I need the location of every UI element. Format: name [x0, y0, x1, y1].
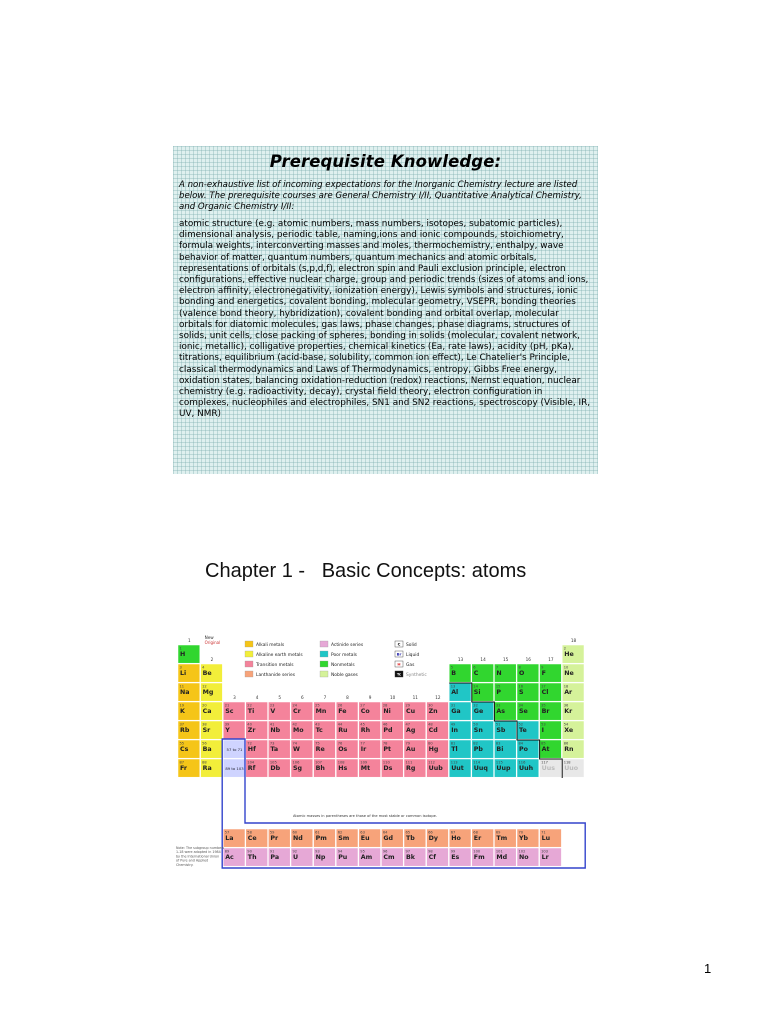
element-symbol: Uut: [451, 765, 464, 772]
state-mark: Br: [396, 651, 402, 657]
element-symbol: Pr: [270, 835, 279, 842]
element-number: 73: [269, 741, 275, 746]
element-symbol: Bk: [406, 854, 415, 861]
side-footnote-line: Chemistry.: [176, 862, 194, 867]
element-symbol: Se: [519, 708, 528, 715]
element-number: 106: [292, 760, 300, 765]
page-number: 1: [704, 961, 712, 976]
element-number: 26: [337, 703, 343, 708]
element-symbol: Ru: [338, 727, 348, 734]
legend-label: Noble gases: [331, 673, 358, 678]
group-number: 7: [323, 695, 327, 700]
element-symbol: At: [541, 746, 550, 753]
element-number: 76: [337, 741, 343, 746]
lanthanide-range: 57 to 71: [226, 747, 243, 752]
periodic-table-image: [173, 633, 599, 885]
element-number: 7: [495, 665, 499, 670]
element-number: 4: [202, 665, 205, 670]
element-symbol: Ir: [360, 746, 367, 753]
element-symbol: Es: [451, 854, 460, 861]
element-symbol: Mg: [202, 689, 214, 696]
element-number: 72: [247, 741, 252, 746]
element-number: 23: [269, 703, 275, 708]
element-number: 117: [541, 760, 548, 765]
element-number: 17: [541, 684, 546, 689]
legend-swatch: [245, 641, 253, 647]
element-symbol: Nd: [293, 835, 303, 842]
side-footnote: [176, 846, 225, 867]
element-number: 80: [428, 741, 433, 746]
element-symbol: Lr: [541, 854, 549, 861]
element-symbol: Be: [202, 670, 212, 677]
element-symbol: Tm: [496, 835, 508, 842]
state-label: Liquid: [406, 653, 420, 658]
group-label-new: New: [204, 635, 214, 640]
element-number: 1: [179, 646, 182, 651]
element-symbol: Ds: [383, 765, 393, 772]
element-symbol: Er: [473, 835, 482, 842]
element-number: 27: [360, 703, 365, 708]
element-number: 114: [473, 760, 481, 765]
element-number: 50: [473, 722, 478, 727]
element-symbol: S: [519, 689, 524, 696]
side-footnote-line: of Pure and Applied: [176, 858, 209, 863]
element-number: 21: [224, 703, 230, 708]
element-number: 19: [179, 703, 185, 708]
group-number: 13: [457, 657, 464, 662]
legend-swatch: [320, 671, 328, 677]
element-symbol: P: [496, 689, 502, 696]
atomic-mass-footnote: Atomic masses in parentheses are those of the most stable or common isotope.: [293, 814, 437, 818]
actinide-range: 89 to 103: [225, 766, 244, 771]
element-number: 79: [405, 741, 411, 746]
element-symbol: F: [541, 670, 546, 677]
element-number: 65: [405, 830, 411, 835]
legend-swatch: [245, 661, 253, 667]
element-number: 28: [382, 703, 388, 708]
element-symbol: Co: [360, 708, 370, 715]
element-number: 96: [382, 849, 388, 854]
element-number: 36: [563, 703, 569, 708]
element-number: 67: [450, 830, 456, 835]
element-number: 49: [450, 722, 456, 727]
group-number: 18: [570, 638, 577, 643]
group-number: 5: [278, 695, 282, 700]
state-mark: C: [397, 641, 401, 647]
element-symbol: Cd: [428, 727, 438, 734]
legend-label: Alkaline earth metals: [256, 653, 303, 658]
element-number: 100: [473, 849, 481, 854]
element-number: 60: [292, 830, 298, 835]
element-number: 24: [292, 703, 298, 708]
element-number: 48: [428, 722, 433, 727]
legend-label: Poor metals: [331, 653, 357, 658]
element-symbol: Os: [338, 746, 348, 753]
element-number: 98: [428, 849, 433, 854]
prerequisite-topics: atomic structure (e.g. atomic numbers, mass numbers, isotopes, subatomic particles), dimensional analysis, periodic table, naming,ions and ionic compounds, stoichiometry, formula weights, interconverting masses and moles, thermochemistry, enthalpy, wave behavior of matter, quantum numbers, quantum mechanics and atomic orbitals, representations of orbitals (s,p,d,f), electron spin and Pauli exclusion principle, electron configurations, effective nuclear charge, group and periodic trends (sizes of atoms and ions, electron affinity, electronegativity, ionization energy), Lewis symbols and structures, ionic bonding and energetics, covalent bonding, molecular geometry, VSEPR, bonding theories (valence bond theory, hybridization), covalent bonding and orbital overlap, molecular orbitals for diatomic molecules, gas laws, phase changes, phase diagrams, structures of solids, unit cells, close packing of spheres, bonding in solids (molecular, covalent network, ionic, metallic), colligative properties, chemical kinetics (Ea, rate laws), acidity (pH, pKa), titrations, equilibrium (acid-base, solubility, common ion effect), Le Chatelier's Principle, classical thermodynamics and Laws of Thermodynamics, entropy, Gibbs Free energy, oxidation states, balancing oxidation-reduction (redox) reactions, Nernst equation, nuclear chemistry (e.g. radioactivity, decay), crystal field theory, electron configuration in complexes, nucleophiles and electrophiles, SN1 and SN2 reactions, spectroscopy (Visible, IR, UV, NMR): [179, 219, 591, 420]
element-symbol: Sm: [338, 835, 350, 842]
element-symbol: O: [519, 670, 525, 677]
element-number: 53: [541, 722, 546, 727]
element-symbol: Tb: [406, 835, 415, 842]
element-symbol: Cf: [428, 854, 436, 861]
element-symbol: Pa: [270, 854, 280, 861]
element-symbol: Tc: [315, 727, 323, 734]
element-symbol: Xe: [564, 727, 574, 734]
element-symbol: Md: [496, 854, 508, 861]
group-number: 12: [435, 695, 441, 700]
element-number: 87: [179, 760, 185, 765]
element-number: 57: [224, 830, 230, 835]
element-number: 40: [247, 722, 252, 727]
element-number: 104: [247, 760, 255, 765]
element-number: 5: [450, 665, 453, 670]
legend-label: Alkali metals: [256, 643, 285, 648]
element-number: 83: [495, 741, 501, 746]
element-number: 71: [541, 830, 546, 835]
element-number: 3: [179, 665, 182, 670]
element-number: 13: [450, 684, 456, 689]
element-symbol: Rb: [180, 727, 190, 734]
element-number: 47: [405, 722, 411, 727]
element-number: 30: [428, 703, 433, 708]
element-symbol: Al: [451, 689, 459, 696]
element-number: 62: [337, 830, 343, 835]
element-number: 99: [450, 849, 456, 854]
element-symbol: Ge: [473, 708, 484, 715]
element-number: 68: [473, 830, 478, 835]
element-symbol: Rh: [360, 727, 371, 734]
element-number: 34: [518, 703, 524, 708]
group-number: 8: [346, 695, 349, 700]
element-number: 6: [473, 665, 476, 670]
element-symbol: Ra: [202, 765, 212, 772]
element-number: 45: [360, 722, 365, 727]
element-number: 94: [337, 849, 343, 854]
element-number: 101: [495, 849, 503, 854]
element-symbol: Cl: [541, 689, 549, 696]
element-symbol: N: [496, 670, 502, 677]
element-number: 42: [292, 722, 298, 727]
group-number: 9: [368, 695, 372, 700]
element-symbol: Ta: [270, 746, 279, 753]
element-number: 22: [247, 703, 252, 708]
element-number: 11: [179, 684, 185, 689]
element-number: 39: [224, 722, 230, 727]
group-number: 4: [255, 695, 259, 700]
element-symbol: Hs: [338, 765, 348, 772]
element-symbol: Uuq: [473, 765, 488, 772]
element-symbol: Ce: [247, 835, 257, 842]
element-number: 86: [563, 741, 569, 746]
legend-swatch: [320, 661, 328, 667]
element-number: 103: [541, 849, 548, 854]
group-number: 11: [412, 695, 418, 700]
element-symbol: Cm: [383, 854, 395, 861]
element-number: 108: [337, 760, 345, 765]
element-symbol: Nb: [270, 727, 281, 734]
element-symbol: In: [451, 727, 459, 734]
element-symbol: Sg: [293, 765, 303, 772]
element-number: 116: [518, 760, 526, 765]
element-number: 89: [224, 849, 230, 854]
element-number: 64: [382, 830, 388, 835]
element-number: 9: [541, 665, 544, 670]
state-label: Gas: [406, 663, 415, 668]
element-number: 91: [269, 849, 275, 854]
element-number: 12: [202, 684, 207, 689]
element-symbol: Re: [315, 746, 325, 753]
element-number: 105: [269, 760, 277, 765]
element-symbol: Ba: [202, 746, 212, 753]
element-symbol: Tl: [451, 746, 458, 753]
legend-swatch: [320, 641, 328, 647]
element-symbol: Ac: [225, 854, 234, 861]
element-symbol: Fm: [473, 854, 485, 861]
group-number: 16: [525, 657, 531, 662]
element-number: 111: [405, 760, 413, 765]
group-label-original: Original: [204, 640, 221, 645]
element-symbol: Sc: [225, 708, 234, 715]
element-number: 51: [495, 722, 501, 727]
element-symbol: Hg: [428, 746, 439, 753]
legend-label: Nonmetals: [331, 663, 355, 668]
element-number: 37: [179, 722, 185, 727]
prerequisite-intro: A non-exhaustive list of incoming expectations for the Inorganic Chemistry lecture are listed below. The prerequisite courses are General Chemistry I/II, Quantitative Analytical Chemistry, and Organic Chemistry I/II:: [179, 180, 582, 212]
element-symbol: Uuo: [564, 765, 579, 772]
element-symbol: Pd: [383, 727, 393, 734]
element-symbol: I: [541, 727, 544, 734]
element-symbol: Am: [360, 854, 373, 861]
group-number: 1: [187, 638, 191, 643]
element-symbol: Eu: [360, 835, 370, 842]
legend-swatch: [320, 651, 328, 657]
element-symbol: H: [180, 651, 186, 658]
element-symbol: Y: [225, 727, 230, 734]
state-label: Solid: [406, 643, 417, 648]
element-symbol: U: [293, 854, 299, 861]
element-symbol: Ne: [564, 670, 574, 677]
element-number: 92: [292, 849, 298, 854]
element-number: 46: [382, 722, 388, 727]
element-number: 70: [518, 830, 524, 835]
element-number: 20: [202, 703, 207, 708]
element-number: 15: [495, 684, 501, 689]
element-symbol: Uup: [496, 765, 511, 772]
legend-swatch: [245, 651, 253, 657]
element-number: 63: [360, 830, 365, 835]
element-number: 97: [405, 849, 411, 854]
periodic-table-svg: [173, 633, 599, 885]
element-symbol: Ga: [451, 708, 461, 715]
element-symbol: Sn: [473, 727, 483, 734]
element-symbol: Cu: [406, 708, 416, 715]
element-symbol: Rg: [406, 765, 416, 772]
element-symbol: Mo: [293, 727, 304, 734]
element-symbol: Rf: [247, 765, 256, 772]
state-mark: H: [397, 661, 401, 667]
element-symbol: Uuh: [519, 765, 534, 772]
element-symbol: Sb: [496, 727, 506, 734]
element-symbol: Na: [180, 689, 190, 696]
legend-swatch: [245, 671, 253, 677]
element-number: 31: [450, 703, 456, 708]
element-symbol: Cr: [293, 708, 301, 715]
element-number: 107: [315, 760, 322, 765]
element-number: 25: [315, 703, 320, 708]
element-number: 93: [315, 849, 320, 854]
element-symbol: Au: [406, 746, 416, 753]
element-number: 110: [382, 760, 390, 765]
element-symbol: K: [180, 708, 185, 715]
element-number: 69: [495, 830, 501, 835]
element-symbol: As: [496, 708, 506, 715]
element-symbol: Hf: [247, 746, 256, 753]
element-number: 113: [450, 760, 458, 765]
element-number: 77: [360, 741, 365, 746]
element-symbol: Zr: [247, 727, 256, 734]
legend-label: Transition metals: [256, 663, 294, 668]
element-number: 109: [360, 760, 368, 765]
element-symbol: Kr: [564, 708, 573, 715]
element-symbol: Mt: [360, 765, 371, 772]
element-symbol: Ca: [202, 708, 212, 715]
element-number: 16: [518, 684, 524, 689]
element-number: 112: [428, 760, 435, 765]
element-symbol: W: [293, 746, 300, 753]
state-mark: Tc: [396, 671, 402, 677]
element-symbol: No: [519, 854, 529, 861]
element-number: 54: [563, 722, 569, 727]
element-number: 38: [202, 722, 207, 727]
element-number: 88: [202, 760, 207, 765]
element-number: 84: [518, 741, 524, 746]
group-number: 6: [300, 695, 304, 700]
element-symbol: Ho: [451, 835, 461, 842]
element-symbol: Ag: [406, 727, 416, 734]
element-number: 56: [202, 741, 207, 746]
element-symbol: Zn: [428, 708, 438, 715]
element-symbol: Pb: [473, 746, 483, 753]
element-number: 8: [518, 665, 521, 670]
element-symbol: Th: [247, 854, 257, 861]
element-number: 43: [315, 722, 320, 727]
prerequisite-knowledge-slide: [173, 146, 598, 474]
group-number: 3: [233, 695, 236, 700]
element-number: 95: [360, 849, 365, 854]
element-number: 81: [450, 741, 456, 746]
element-symbol: Sr: [202, 727, 211, 734]
element-symbol: Db: [270, 765, 281, 772]
side-footnote-line: by the International Union: [176, 854, 220, 859]
element-symbol: Li: [180, 670, 187, 677]
state-label: Synthetic: [406, 673, 427, 678]
element-symbol: Mn: [315, 708, 327, 715]
element-number: 118: [563, 760, 571, 765]
element-number: 58: [247, 830, 252, 835]
element-number: 85: [541, 741, 546, 746]
element-symbol: He: [564, 651, 574, 658]
element-symbol: Cs: [180, 746, 189, 753]
element-number: 29: [405, 703, 411, 708]
group-number: 10: [390, 695, 396, 700]
element-symbol: Lu: [541, 835, 551, 842]
element-number: 75: [315, 741, 320, 746]
element-number: 78: [382, 741, 388, 746]
element-number: 74: [292, 741, 298, 746]
group-number: 15: [503, 657, 509, 662]
element-symbol: Si: [473, 689, 481, 696]
side-footnote-line: 1-18 were adopted in 1984: [176, 850, 221, 855]
element-number: 44: [337, 722, 343, 727]
element-number: 2: [563, 646, 566, 651]
element-symbol: Pt: [383, 746, 392, 753]
element-symbol: C: [473, 670, 479, 677]
element-symbol: Ni: [383, 708, 391, 715]
element-number: 115: [495, 760, 503, 765]
legend-label: Lanthanide series: [256, 673, 296, 678]
element-symbol: Ti: [247, 708, 255, 715]
element-symbol: Po: [519, 746, 528, 753]
element-symbol: V: [270, 708, 276, 715]
element-number: 41: [269, 722, 275, 727]
element-number: 102: [518, 849, 526, 854]
element-number: 90: [247, 849, 252, 854]
element-number: 55: [179, 741, 185, 746]
legend-label: Actinide series: [331, 643, 364, 648]
element-symbol: Uus: [541, 765, 555, 772]
element-number: 52: [518, 722, 524, 727]
element-number: 61: [315, 830, 320, 835]
element-symbol: Pu: [338, 854, 348, 861]
element-symbol: Uub: [428, 765, 443, 772]
element-symbol: Pm: [315, 835, 327, 842]
element-number: 82: [473, 741, 478, 746]
element-symbol: Br: [541, 708, 550, 715]
element-number: 35: [541, 703, 546, 708]
chapter-title: Chapter 1 - Basic Concepts: atoms: [205, 560, 527, 582]
element-symbol: La: [225, 835, 234, 842]
element-symbol: Dy: [428, 835, 438, 842]
element-number: 14: [473, 684, 478, 689]
element-symbol: Bi: [496, 746, 504, 753]
prerequisite-title: Prerequisite Knowledge:: [269, 152, 502, 171]
element-symbol: Te: [519, 727, 527, 734]
element-number: 18: [563, 684, 569, 689]
group-number: 2: [210, 657, 214, 662]
element-symbol: B: [451, 670, 457, 677]
group-number: 17: [548, 657, 554, 662]
element-symbol: Rn: [564, 746, 574, 753]
element-number: 59: [269, 830, 275, 835]
element-symbol: Np: [315, 854, 326, 861]
element-symbol: Ar: [564, 689, 573, 696]
element-symbol: Fe: [338, 708, 347, 715]
element-number: 32: [473, 703, 478, 708]
element-symbol: Fr: [180, 765, 188, 772]
group-number: 14: [480, 657, 486, 662]
element-number: 33: [495, 703, 501, 708]
element-symbol: Bh: [315, 765, 325, 772]
side-footnote-line: Note: The subgroup numbers: [176, 846, 225, 850]
element-symbol: Yb: [519, 835, 529, 842]
element-number: 10: [563, 665, 569, 670]
element-number: 66: [428, 830, 433, 835]
element-symbol: Gd: [383, 835, 394, 842]
